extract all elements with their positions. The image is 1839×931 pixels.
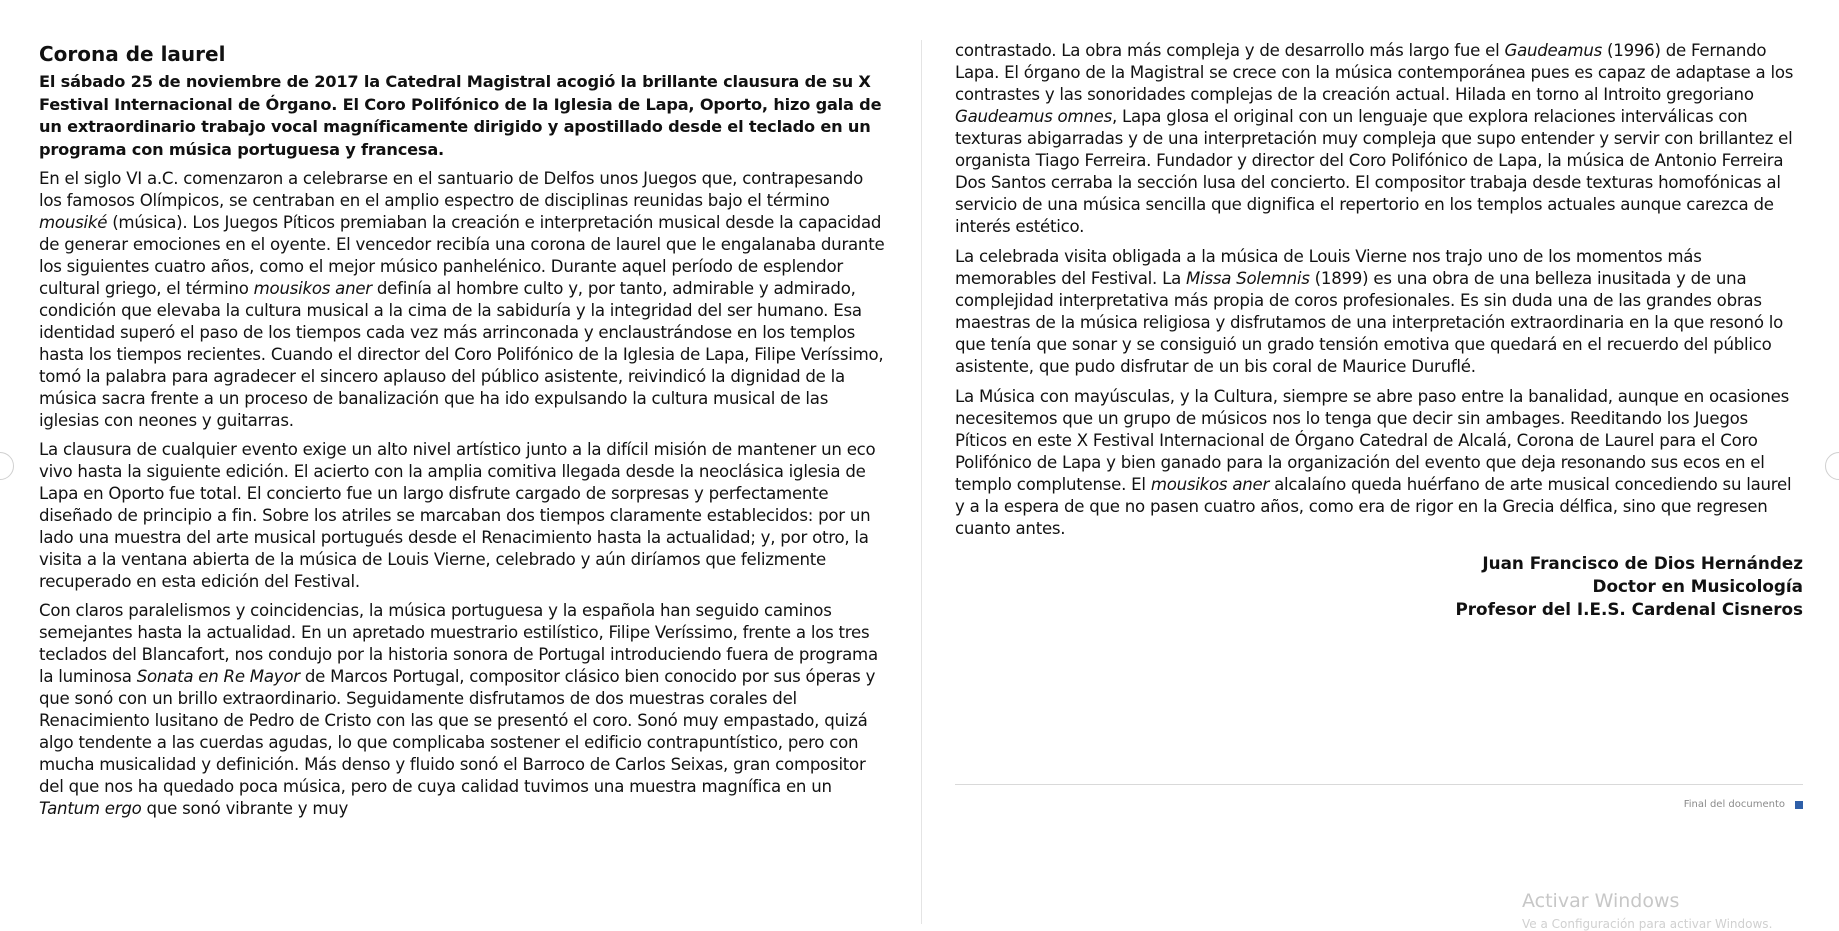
body-paragraph: contrastado. La obra más compleja y de desarrollo más largo fue el Gaudeamus (1996) de Fernando Lapa. El órgano de la Magistral se crece con la música contemporánea pues es capaz de adaptase a los contrastes y las sonoridades complejas de la creación actual. Hilada en torno al Introito gregoriano Gaudeamus omnes, Lapa glosa el original con un lenguaje que explora relaciones interválicas con texturas abigarradas y de una interpretación muy compleja que supo entender y servir con brillantez el organista Tiago Ferreira. Fundador y director del Coro Polifónico de Lapa, la música de Antonio Ferreira Dos Santos cerraba la sección lusa del concierto. El compositor trabaja desde texturas homofónicas al servicio de una música sencilla que dignifica el repertorio en los templos actuales aunque carezca de interés estético. xyxy=(955,41,1794,236)
author-title: Doctor en Musicología xyxy=(1592,576,1803,596)
next-page-button[interactable] xyxy=(1825,452,1839,480)
italic-term: Sonata en Re Mayor xyxy=(136,667,300,687)
body-paragraph: La celebrada visita obligada a la música de Louis Vierne nos trajo uno de los momentos más memorables del Festival. La Missa Solemnis (1899) es una obra de una belleza inusitada y de una complejidad interpretativa más propia de coros profesionales. Es sin duda una de las grandes obras maestras de la música religiosa y disfrutamos de una interpretación extraordinaria en la que resonó lo que tenía que sonar y se consiguió un grado tensión emotiva que quedará en el recuerdo del público asistente, que pudo disfrutar de un bis coral de Maurice Duruflé. xyxy=(955,247,1784,376)
italic-term: mousikos aner xyxy=(1150,475,1270,494)
italic-term: Missa Solemnis xyxy=(1186,269,1310,288)
previous-page-button[interactable] xyxy=(0,452,14,480)
activation-watermark-subtitle: Ve a Configuración para activar Windows. xyxy=(1522,917,1773,931)
left-paragraphs xyxy=(39,168,886,820)
document-end xyxy=(1684,799,1803,810)
document-end-label: Final del documento xyxy=(1683,799,1785,810)
italic-term: mousikos aner xyxy=(253,279,372,299)
document-end-rule xyxy=(955,784,1803,785)
italic-term: Gaudeamus xyxy=(1504,41,1603,60)
italic-term: Tantum ergo xyxy=(39,799,142,819)
italic-term: mousiké xyxy=(39,213,108,233)
italic-term: Gaudeamus omnes xyxy=(955,107,1112,126)
right-column xyxy=(955,40,1803,621)
column-divider xyxy=(921,40,922,924)
body-paragraph: La clausura de cualquier evento exige un alto nivel artístico junto a la difícil misión de mantener un eco vivo hasta la siguiente edición. El acierto con la amplia comitiva llegada desde la neoclásica iglesia de Lapa en Oporto fue total. El concierto fue un largo disfrute cargado de sorpresas y perfectamente diseñado de principio a fin. Sobre los atriles se marcaban dos tiempos claramente establecidos: por un lado una muestra del arte musical portugués desde el Renacimiento hasta la actualidad; y, por otro, la visita a la ventana abierta de la música de Louis Vierne, celebrado y aún diríamos que felizmente recuperado en esta edición del Festival. xyxy=(39,440,876,592)
left-column xyxy=(39,40,886,827)
right-paragraphs xyxy=(955,40,1803,540)
author-signature xyxy=(955,552,1803,621)
article-title: Corona de laurel xyxy=(39,42,226,66)
body-paragraph: Con claros paralelismos y coincidencias, la música portuguesa y la española han seguido caminos semejantes hasta la actualidad. En un apretado muestrario estilístico, Filipe Veríssimo, frente a los tres teclados del Blancafort, nos condujo por la historia sonora de Portugal introduciendo fuera de programa la luminosa Sonata en Re Mayor de Marcos Portugal, compositor clásico bien conocido por sus óperas y que sonó con un brillo extraordinario. Seguidamente disfrutamos de dos muestras corales del Renacimiento lusitano de Pedro de Cristo con las que se presentó el coro. Sonó muy empastado, quizá algo tendente a las cuerdas agudas, lo que complicaba sostener el edificio contrapuntístico, pero con mucha musicalidad y definición. Más denso y fluido sonó el Barroco de Carlos Seixas, gran compositor del que nos ha quedado poca música, pero de cuya calidad tuvimos una muestra magnífica en un Tantum ergo que sonó vibrante y muy xyxy=(39,601,878,819)
body-paragraph: En el siglo VI a.C. comenzaron a celebrarse en el santuario de Delfos unos Juegos que, contrapesando los famosos Olímpicos, se centraban en el amplio espectro de disciplinas reunidas bajo el término mousiké (música). Los Juegos Píticos premiaban la creación e interpretación musical desde la capacidad de generar emociones en el oyente. El vencedor recibía una corona de laurel que le engalanaba durante los siguientes cuatro años, como el mejor músico panhelénico. Durante aquel período de esplendor cultural griego, el término mousikos aner definía al hombre culto y, por tanto, admirable y admirado, condición que elevaba la cultura musical a la cima de la sabiduría y la integridad del ser humano. Esa identidad superó el paso de los tiempos cada vez más arrinconada y enclaustrándose en los templos hasta los tiempos recientes. Cuando el director del Coro Polifónico de la Iglesia de Lapa, Filipe Veríssimo, tomó la palabra para agradecer el sincero aplauso del público asistente, reivindicó la dignidad de la música sacra frente a un proceso de banalización que ha ido expulsando la cultura musical de las iglesias con neones y guitarras. xyxy=(39,169,885,431)
document-end-marker-icon xyxy=(1795,801,1803,809)
author-affiliation: Profesor del I.E.S. Cardenal Cisneros xyxy=(1455,599,1803,619)
article-lead: El sábado 25 de noviembre de 2017 la Catedral Magistral acogió la brillante clausura de su X Festival Internacional de Órgano. El Coro Polifónico de la Iglesia de Lapa, Oporto, hizo gala de un extraordinario trabajo vocal magníficamente dirigido y apostillado desde el teclado en un programa con música portuguesa y francesa. xyxy=(39,72,882,159)
author-name: Juan Francisco de Dios Hernández xyxy=(1482,553,1803,573)
body-paragraph: La Música con mayúsculas, y la Cultura, siempre se abre paso entre la banalidad, aunque en ocasiones necesitemos que un grupo de músicos nos lo tenga que decir sin ambages. Reeditando los Juegos Píticos en este X Festival Internacional de Órgano Catedral de Alcalá, Corona de Laurel para el Coro Polifónico de Lapa y bien ganado para la organización del evento que deja resonando sus ecos en el templo complutense. El mousikos aner alcalaíno queda huérfano de arte musical concediendo su laurel y a la espera de que no pasen cuatro años, como era de rigor en la Grecia délfica, sino que regresen cuanto antes. xyxy=(955,387,1792,538)
activation-watermark-title: Activar Windows xyxy=(1522,890,1680,912)
